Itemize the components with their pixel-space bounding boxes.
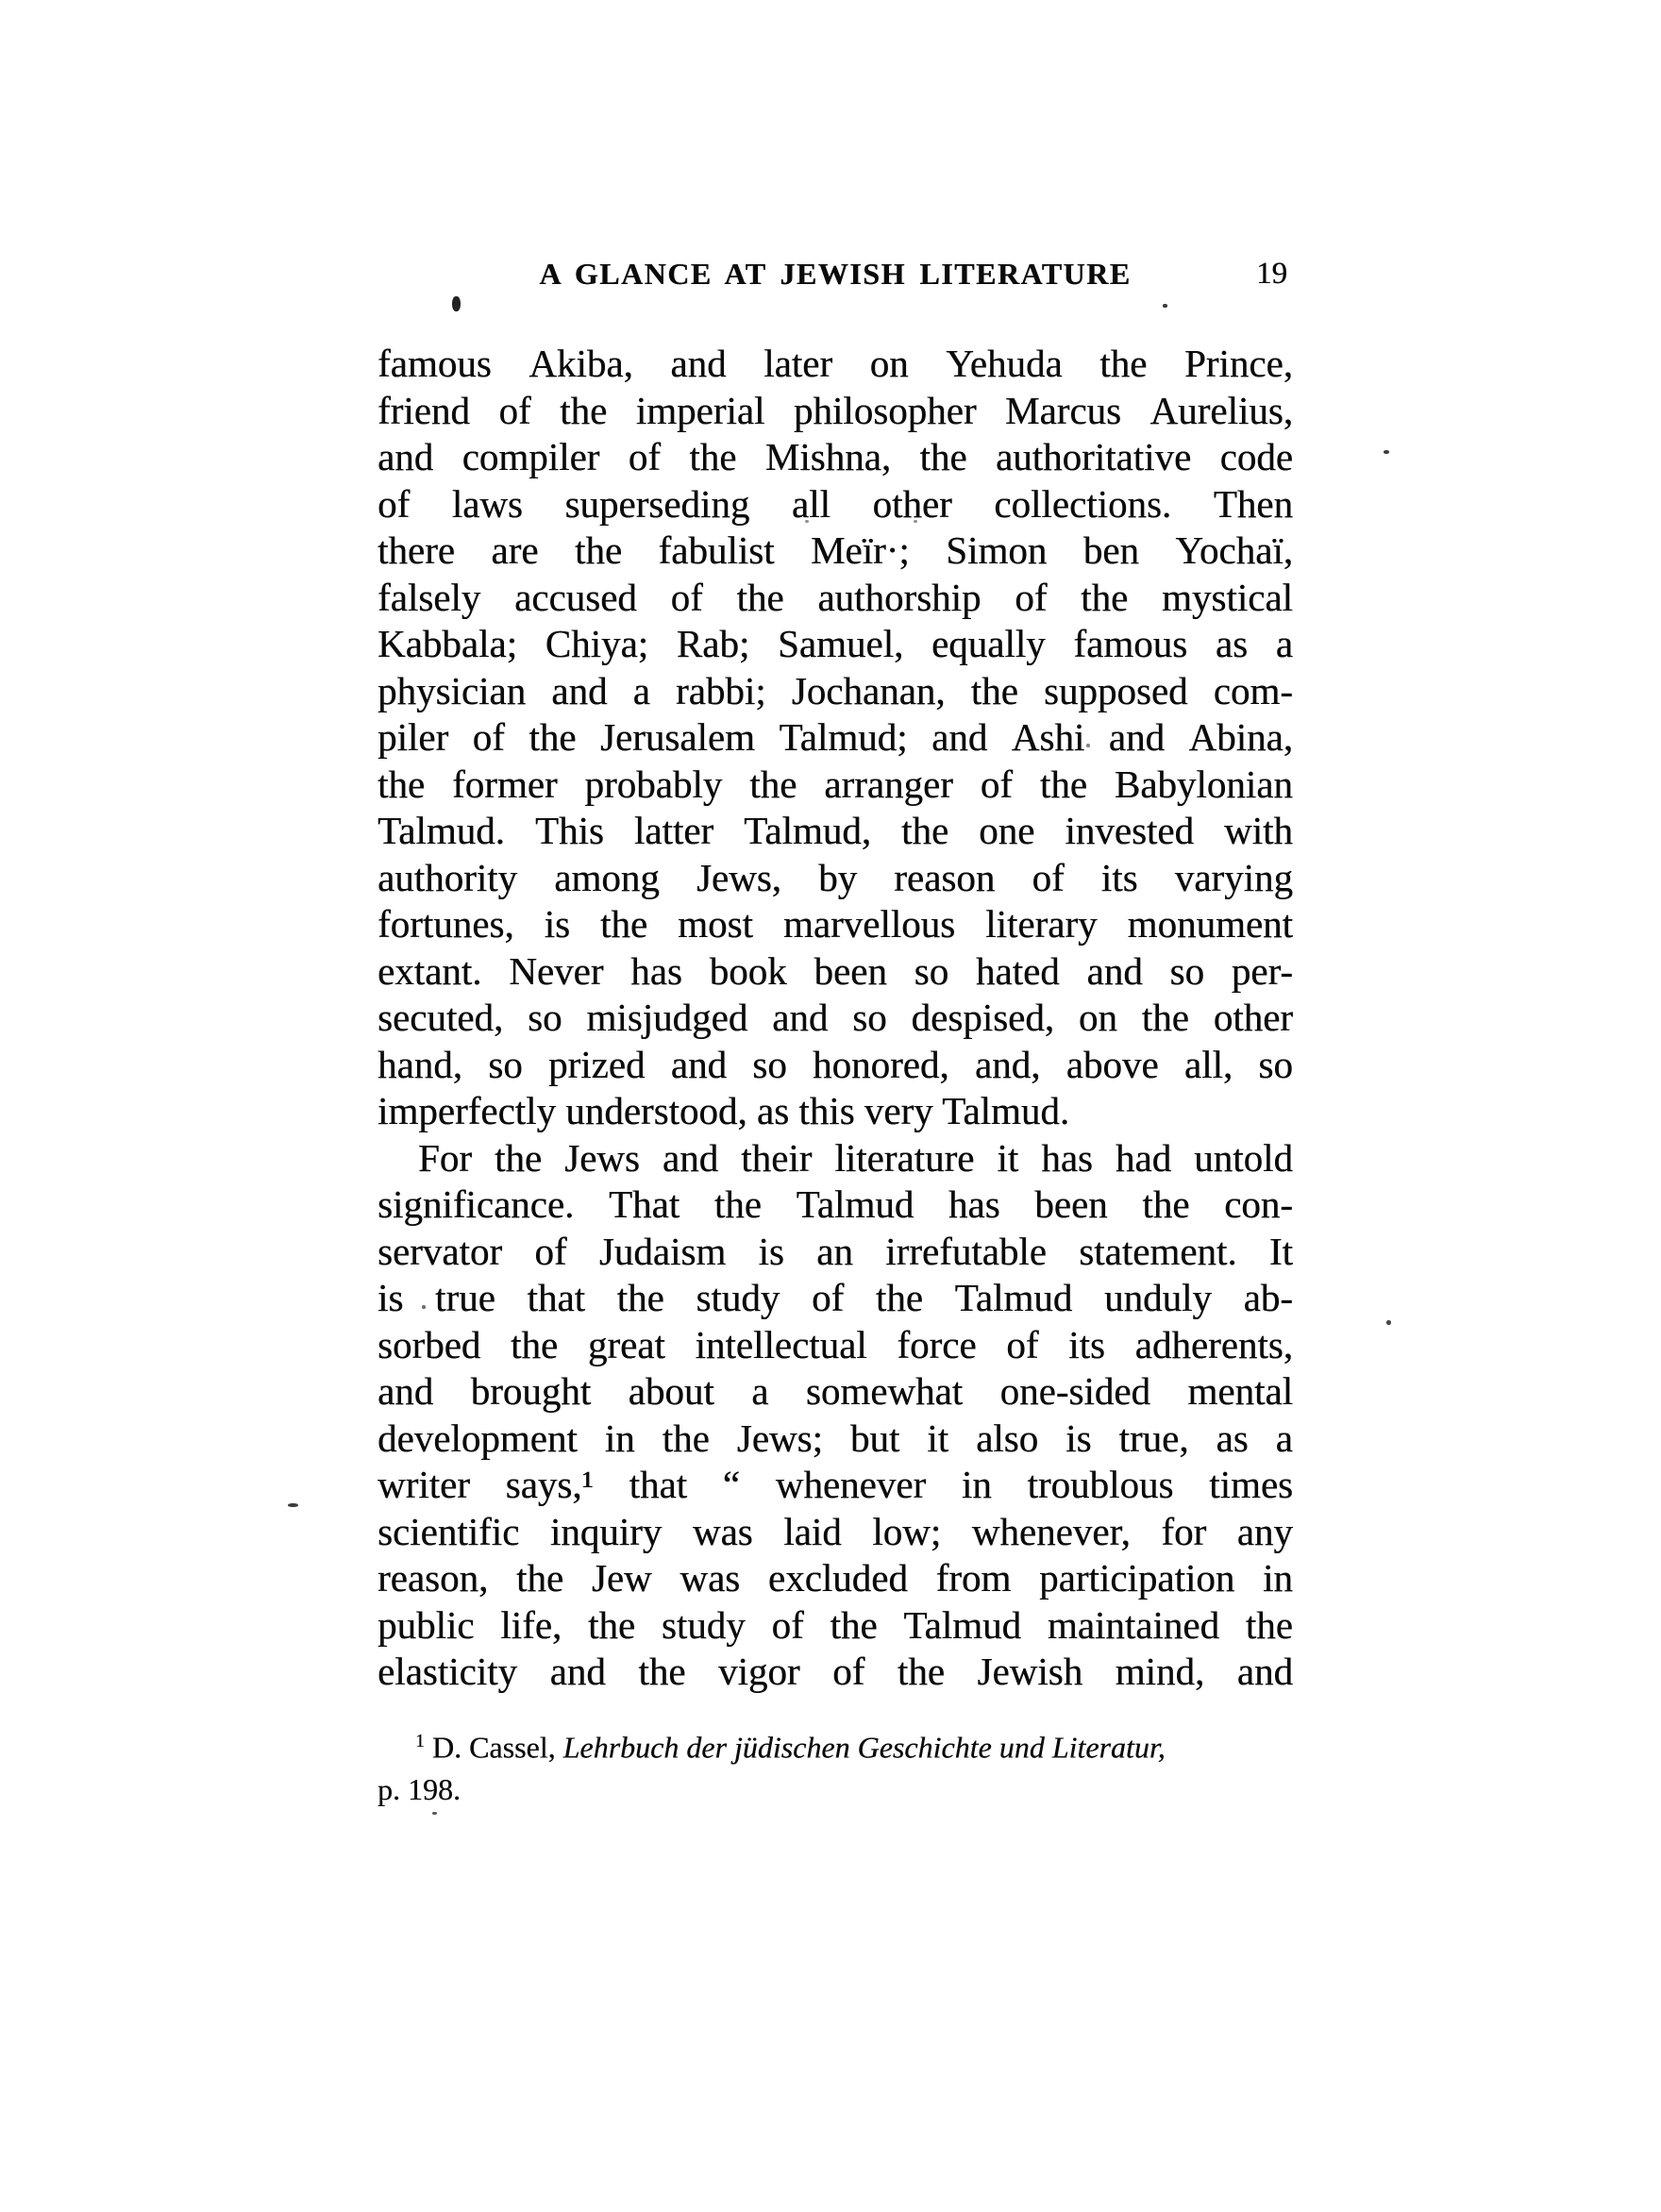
text-line: is true that the study of the Talmud unduly ab- <box>378 1276 1293 1319</box>
text-line: imperfectly understood, as this very Talmud. <box>378 1089 1070 1132</box>
text-line: reason, the Jew was excluded from participation in <box>378 1556 1293 1600</box>
footnote <box>378 1720 1293 1810</box>
scan-speck <box>1163 304 1167 308</box>
text-line: servator of Judaism is an irrefutable statement. It <box>378 1229 1293 1273</box>
text-line: the former probably the arranger of the Babylonian <box>378 762 1293 806</box>
text-line: hand, so prized and so honored, and, above all, so <box>378 1042 1293 1086</box>
text-line: secuted, so misjudged and so despised, on the other <box>378 996 1293 1039</box>
text-line: sorbed the great intellectual force of its adherents, <box>378 1322 1293 1366</box>
scan-speck <box>914 520 917 523</box>
paragraph <box>378 1135 1293 1696</box>
text-line: friend of the imperial philosopher Marcus Aurelius, <box>378 388 1293 432</box>
text-line: For the Jews and their literature it has had untold <box>418 1135 1293 1180</box>
scan-speck <box>805 520 809 523</box>
text-line: piler of the Jerusalem Talmud; and Ashi and Abina, <box>378 715 1293 759</box>
running-header <box>378 255 1293 293</box>
running-head-title: A GLANCE AT JEWISH LITERATURE <box>539 257 1132 291</box>
text-line: fortunes, is the most marvellous literary monument <box>378 902 1293 946</box>
text-line: and compiler of the Mishna, the authoritative code <box>378 435 1293 478</box>
text-line: physician and a rabbi; Jochanan, the supposed com- <box>378 668 1293 712</box>
scan-speck <box>452 296 461 311</box>
footnote-marker: 1 <box>415 1731 425 1751</box>
text-line: of laws superseding all other collections. Then <box>378 481 1293 526</box>
text-line: and brought about a somewhat one-sided mental <box>378 1369 1293 1413</box>
text-line: authority among Jews, by reason of its varying <box>378 855 1293 899</box>
scan-speck <box>288 1503 298 1507</box>
text-line: there are the fabulist Meïr·; Simon ben Yochaï, <box>378 528 1293 572</box>
footnote-book-title: Lehrbuch der jüdischen Geschichte und Literatur, <box>562 1730 1166 1765</box>
scan-speck <box>1384 450 1389 454</box>
text-line: writer says,¹ that “ whenever in troublous times <box>378 1463 1293 1506</box>
text-line: development in the Jews; but it also is true, as a <box>378 1416 1293 1460</box>
footnote-author: D. Cassel, <box>424 1730 563 1765</box>
text-line: extant. Never has book been so hated and so per- <box>378 948 1293 993</box>
footnote-citation <box>378 1720 1293 1768</box>
scan-speck <box>1386 1320 1391 1325</box>
text-line: public life, the study of the Talmud maintained the <box>378 1602 1293 1647</box>
paragraph <box>378 341 1293 1135</box>
text-line: Kabbala; Chiya; Rab; Samuel, equally famous as a <box>378 622 1293 665</box>
text-line: scientific inquiry was laid low; whenever, for any <box>378 1509 1293 1553</box>
footnote-page-ref: p. 198. <box>378 1771 461 1806</box>
text-line: elasticity and the vigor of the Jewish mind, and <box>378 1650 1293 1693</box>
scan-speck <box>432 1812 437 1815</box>
text-line: Talmud. This latter Talmud, the one invested with <box>378 809 1293 852</box>
scan-speck <box>422 1305 426 1309</box>
text-line: famous Akiba, and later on Yehuda the Prince, <box>378 342 1293 385</box>
text-line: significance. That the Talmud has been the con- <box>378 1182 1293 1226</box>
text-line: falsely accused of the authorship of the mystical <box>378 575 1293 619</box>
page-number: 19 <box>1256 257 1287 291</box>
scan-speck <box>1086 744 1090 747</box>
body-text <box>378 341 1293 1696</box>
